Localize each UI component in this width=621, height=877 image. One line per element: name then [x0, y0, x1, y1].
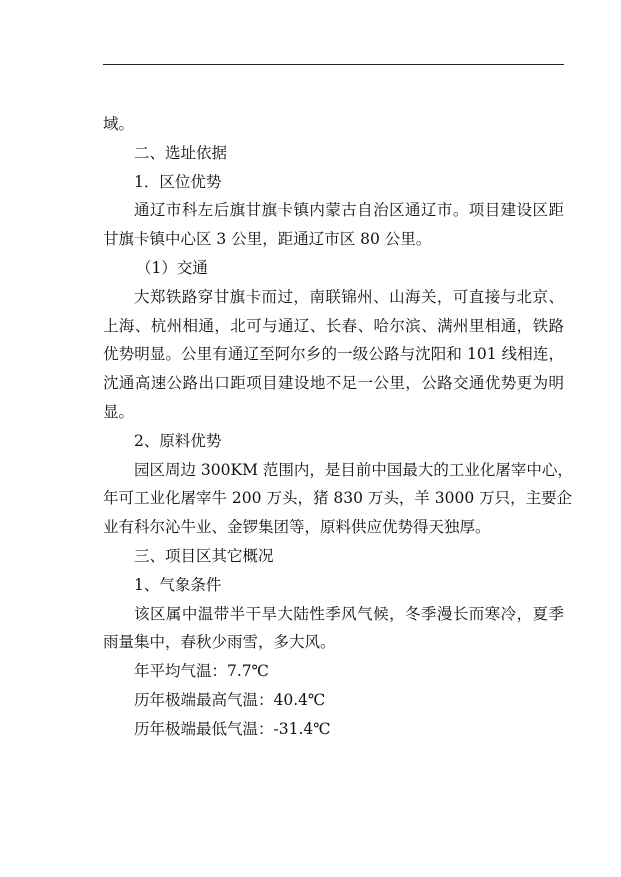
page-body — [103, 110, 573, 744]
subsection-heading: 2、原料优势 — [134, 431, 222, 450]
paragraph-line: 雨量集中，春秋少雨雪，多大风。 — [103, 633, 336, 652]
continuation-text: 域。 — [103, 115, 135, 133]
paragraph-line: 通辽市科左后旗甘旗卡镇内蒙古自治区通辽市。项目建设区距 — [134, 201, 564, 220]
climate-stat: 历年极端最低气温：-31.4℃ — [134, 719, 331, 738]
subsection-heading: 1．区位优势 — [134, 172, 222, 191]
paragraph-line: 显。 — [103, 402, 135, 421]
paragraph-line: 业有科尔沁牛业、金锣集团等，原料供应优势得天独厚。 — [103, 518, 491, 537]
section-heading: 三、项目区其它概况 — [134, 546, 274, 565]
section-heading: 二、选址依据 — [134, 143, 228, 162]
subsection-heading: （1）交通 — [136, 258, 208, 277]
paragraph-line: 上海、杭州相通，北可与通辽、长春、哈尔滨、满州里相通，铁路 — [103, 316, 564, 335]
paragraph-line: 年可工业化屠宰牛 200 万头，猪 830 万头，羊 3000 万只，主要企 — [103, 489, 573, 508]
climate-stat: 年平均气温：7.7℃ — [134, 662, 269, 681]
paragraph-line: 优势明显。公里有通辽至阿尔乡的一级公路与沈阳和 101 线相连， — [103, 345, 564, 364]
paragraph-line: 甘旗卡镇中心区 3 公里，距通辽市区 80 公里。 — [103, 230, 432, 249]
paragraph-line: 该区属中温带半干旱大陆性季风气候，冬季漫长而寒冷，夏季 — [134, 604, 564, 623]
header-rule — [103, 64, 564, 65]
climate-stat: 历年极端最高气温：40.4℃ — [134, 690, 326, 709]
paragraph-line: 园区周边 300KM 范围内，是目前中国最大的工业化屠宰中心， — [134, 460, 573, 479]
subsection-heading: 1、气象条件 — [134, 575, 222, 594]
paragraph-line: 大郑铁路穿甘旗卡而过，南联锦州、山海关，可直接与北京、 — [134, 287, 564, 306]
paragraph-line: 沈通高速公路出口距项目建设地不足一公里，公路交通优势更为明 — [103, 374, 564, 393]
